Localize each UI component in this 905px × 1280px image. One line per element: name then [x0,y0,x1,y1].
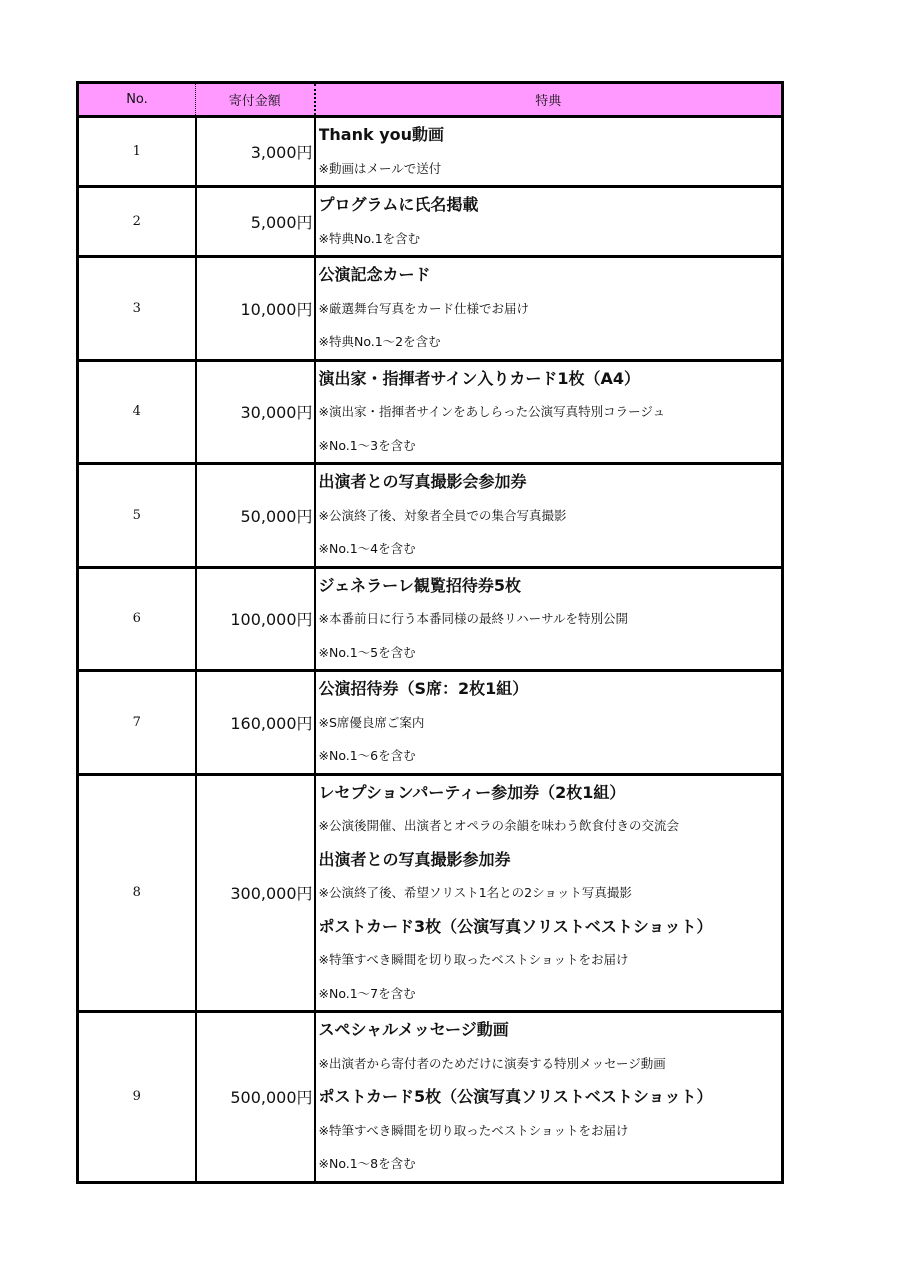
benefit-note: ※特典No.1～2を含む [318,334,441,349]
reward-sheet [76,81,781,1184]
table-row [78,774,783,1012]
benefit-title: プログラムに氏名掲載 [318,195,479,214]
benefit-cell [315,464,783,568]
benefit-cell [315,1012,783,1183]
benefit-title: ジェネラーレ観覧招待券5枚 [318,575,521,595]
benefit-title: レセプションパーティー参加券（2枚1組） [318,782,626,802]
benefit-note: ※No.1～7を含む [318,985,416,1001]
row-number: 4 [78,360,196,464]
table-row [78,1012,783,1183]
table-row [78,257,783,361]
table-row [78,117,783,187]
benefit-note: ※特典No.1を含む [318,230,421,246]
donation-amount: 3,000円 [196,117,315,187]
benefit-note: ※本番前日に行う本番同様の最終リハーサルを特別公開 [318,611,628,626]
benefit-note: ※No.1～8を含む [318,1156,416,1171]
table-row [78,671,783,775]
donation-amount: 160,000円 [196,671,315,775]
benefit-title: Thank you動画 [318,125,445,144]
table-row [78,360,783,464]
benefit-note: ※公演後開催、出演者とオペラの余韻を味わう飲食付きの交流会 [318,818,679,833]
benefit-note: ※出演者から寄付者のためだけに演奏する特別メッセージ動画 [318,1055,666,1071]
benefit-note: ※No.1～5を含む [318,644,416,660]
row-number: 8 [78,774,196,1012]
benefit-note: ※動画はメールで送付 [318,160,442,176]
benefit-note: ※S席優良席ご案内 [318,714,425,730]
header-amount: 寄付金額 [196,83,315,117]
donation-amount: 30,000円 [196,360,315,464]
row-number: 7 [78,671,196,775]
table-body [78,117,783,1183]
benefit-note: ※No.1～6を含む [318,748,416,763]
row-number: 9 [78,1012,196,1183]
donation-amount: 300,000円 [196,774,315,1012]
row-number: 2 [78,187,196,257]
benefit-title: 公演記念カード [318,265,431,284]
benefit-cell [315,187,783,257]
benefit-title: 演出家・指揮者サイン入りカード1枚（A4） [318,368,641,388]
benefit-cell [315,360,783,464]
benefit-title: 出演者との写真撮影参加券 [318,849,511,869]
benefit-cell [315,567,783,671]
donation-amount: 100,000円 [196,567,315,671]
benefit-note: ※公演終了後、対象者全員での集合写真撮影 [318,507,567,523]
donation-amount: 50,000円 [196,464,315,568]
table-header-row [78,83,783,117]
benefit-cell [315,257,783,361]
benefit-title: ポストカード5枚（公演写真ソリストベストショット） [318,1087,713,1106]
donation-reward-table [76,81,784,1184]
benefit-title: スペシャルメッセージ動画 [318,1020,509,1039]
benefit-cell [315,671,783,775]
benefit-note: ※No.1～3を含む [318,437,416,453]
row-number: 1 [78,117,196,187]
benefit-note: ※公演終了後、希望ソリスト1名との2ショット写真撮影 [318,885,632,900]
benefit-title: 公演招待券（S席：2枚1組） [318,679,529,698]
donation-amount: 5,000円 [196,187,315,257]
benefit-note: ※厳選舞台写真をカード仕様でお届け [318,300,529,316]
benefit-note: ※特筆すべき瞬間を切り取ったベストショットをお届け [318,952,629,967]
table-row [78,567,783,671]
benefit-cell [315,117,783,187]
row-number: 5 [78,464,196,568]
benefit-note: ※No.1～4を含む [318,541,416,556]
row-number: 3 [78,257,196,361]
header-no: No. [78,83,196,117]
benefit-title: ポストカード3枚（公演写真ソリストベストショット） [318,916,713,936]
benefit-cell [315,774,783,1012]
donation-amount: 500,000円 [196,1012,315,1183]
header-benefits: 特典 [315,83,783,117]
table-row [78,464,783,568]
table-row [78,187,783,257]
benefit-note: ※演出家・指揮者サインをあしらった公演写真特別コラージュ [318,404,666,419]
benefit-title: 出演者との写真撮影会参加券 [318,472,527,491]
donation-amount: 10,000円 [196,257,315,361]
benefit-note: ※特筆すべき瞬間を切り取ったベストショットをお届け [318,1122,629,1138]
row-number: 6 [78,567,196,671]
